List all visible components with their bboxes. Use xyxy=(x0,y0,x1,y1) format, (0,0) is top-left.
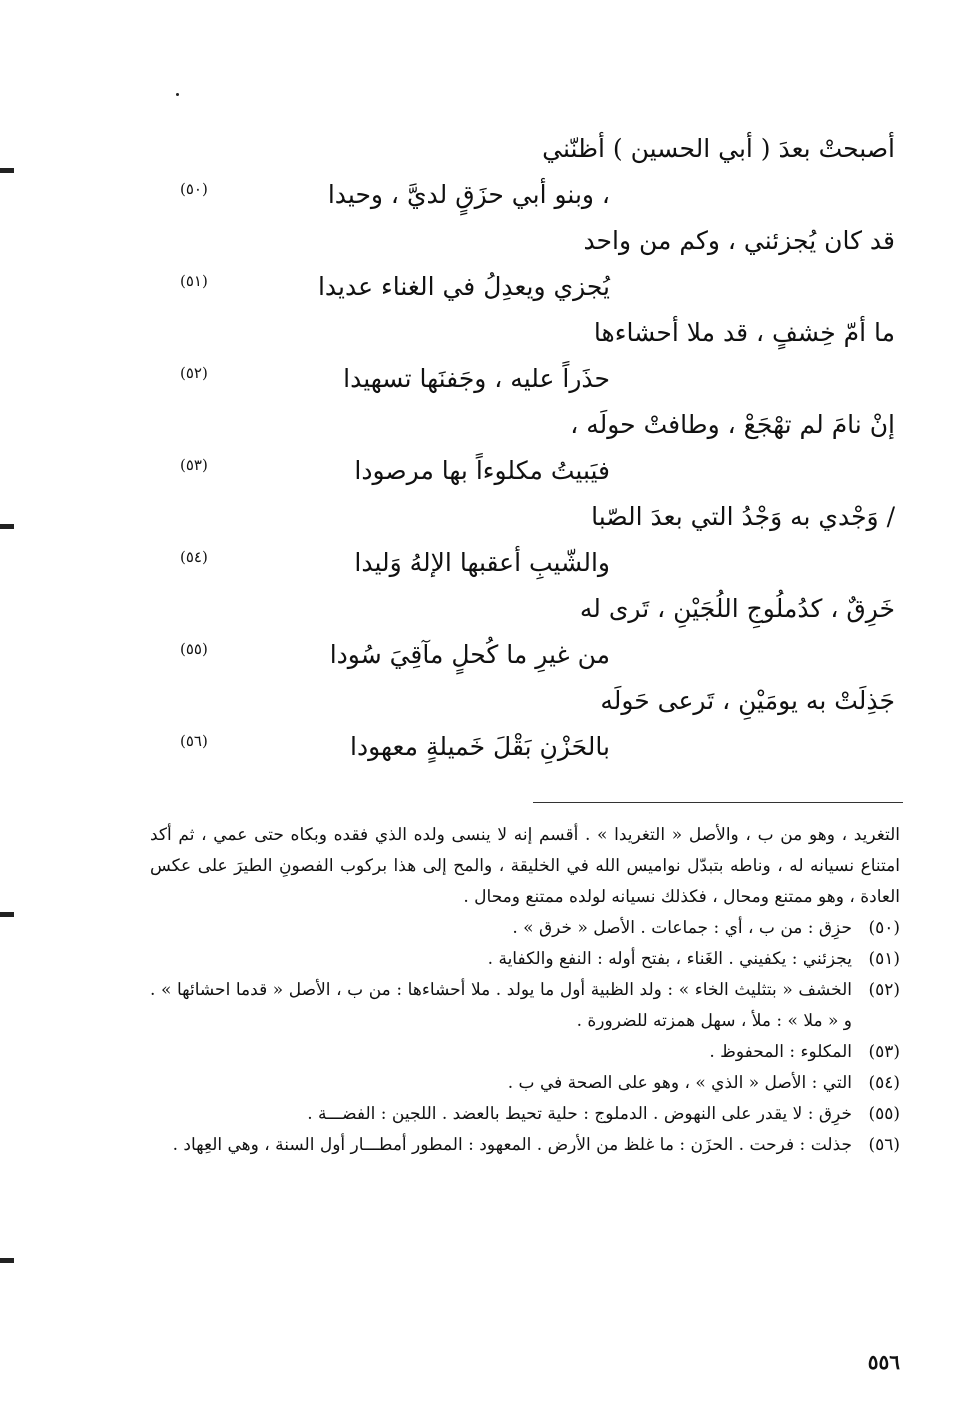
verse-line xyxy=(180,402,895,448)
verse-number: (٥٦) xyxy=(180,732,208,750)
verse-text: بالحَزْنِ بَقْلَ خَميلةٍ معهودا xyxy=(350,732,610,761)
verse-line xyxy=(180,172,895,218)
verse-text: جَذِلَتْ به يومَيْنِ ، تَرعى حَولَه xyxy=(600,686,895,715)
footnote xyxy=(150,1068,900,1099)
footnote xyxy=(150,944,900,975)
verse-text: حذَراً عليه ، وجَفنَها تسهيدا xyxy=(343,364,610,393)
footnote xyxy=(150,1037,900,1068)
verse-line xyxy=(180,126,895,172)
margin-mark xyxy=(0,168,14,173)
verse-line xyxy=(180,540,895,586)
verse-line xyxy=(180,586,895,632)
ink-speck xyxy=(176,93,179,96)
verse-line xyxy=(180,264,895,310)
verse-text: ، وبنو أبي حزَقٍ لديَّ ، وحيدا xyxy=(327,180,610,209)
margin-mark xyxy=(0,912,14,917)
footnote-number: (٥٠) xyxy=(868,918,900,938)
footnote-number: (٥١) xyxy=(868,949,900,969)
verse-number: (٥٣) xyxy=(180,456,208,474)
verse-line xyxy=(180,218,895,264)
footnote-text: التي : الأصل « الذي » ، وهو على الصحة في ب . xyxy=(507,1073,852,1093)
poem-block xyxy=(180,126,895,770)
verse-line xyxy=(180,448,895,494)
verse-text: خَرِقٌ ، كدُملُوجِ اللُجَيْنِ ، تَرى له xyxy=(579,594,895,623)
verse-text: يُجزي ويعدِلُ في الغناء عديدا xyxy=(317,272,610,301)
footnote-number: (٥٦) xyxy=(868,1135,900,1155)
verse-line xyxy=(180,678,895,724)
footnote-separator xyxy=(533,802,903,803)
verse-line xyxy=(180,310,895,356)
footnote-text: يجزئني : يكفيني . الغَناء ، بفتح أوله : النفع والكفاية . xyxy=(487,949,852,969)
verse-text: والشّيبِ أعقبها الإلهُ وَليدا xyxy=(354,548,610,577)
verse-text: أصبحتْ بعدَ ( أبي الحسين ) أظنّني xyxy=(542,134,895,163)
verse-text: فيَبيتُ مكلوءاً بها مرصودا xyxy=(354,456,610,485)
footnote-number: (٥٣) xyxy=(868,1042,900,1062)
footnote-number: (٥٤) xyxy=(868,1073,900,1093)
verse-text: ما أمّ خِشفٍ ، قد ملا أحشاءها xyxy=(593,318,895,347)
footnote xyxy=(150,1130,900,1161)
verse-line xyxy=(180,494,895,540)
footnote xyxy=(150,1099,900,1130)
verse-number: (٥٠) xyxy=(180,180,208,198)
verse-text: إنْ نامَ لم تهْجَعْ ، وطافتْ حولَه ، xyxy=(570,410,895,439)
verse-text: / وَجْدي به وَجْدُ التي بعدَ الصّبا xyxy=(591,502,895,531)
verse-text: من غيرِ ما كُحلٍ مآقِيَ سُودا xyxy=(329,640,610,669)
verse-number: (٥٢) xyxy=(180,364,208,382)
verse-number: (٥٥) xyxy=(180,640,208,658)
footnote xyxy=(150,975,900,1037)
verse-line xyxy=(180,632,895,678)
footnote-text: خرِق : لا يقدر على النهوض . الدملوج : حلية تحيط بالعضد . اللجين : الفضـــة . xyxy=(307,1104,852,1124)
verse-line xyxy=(180,356,895,402)
footnote-number: (٥٥) xyxy=(868,1104,900,1124)
verse-number: (٥١) xyxy=(180,272,208,290)
verse-number: (٥٤) xyxy=(180,548,208,566)
page-number: ٥٥٦ xyxy=(867,1350,900,1374)
footnote xyxy=(150,913,900,944)
verse-text: قد كان يُجزئني ، وكم من واحد xyxy=(583,226,895,255)
footnote-text: المكلوء : المحفوظ . xyxy=(709,1042,852,1062)
verse-line xyxy=(180,724,895,770)
footnotes xyxy=(150,820,900,1161)
footnote-text: حزِق : من ب ، أي : جماعات . الأصل « خرق » . xyxy=(512,918,852,938)
footnote-text: جذلت : فرحت . الحزَن : ما غلظ من الأرض . المعهود : المطور أمطـــار أول السنة ، وهي العِهاد . xyxy=(172,1135,852,1155)
footnote-text: الخشف « بتثليث الخاء » : ولد الظبية أول ما يولد . ملا أحشاءها : من ب ، الأصل « قدما احشائها » . و « ملا » : ملأ ، سهل همزته للضرورة . xyxy=(150,980,852,1031)
margin-mark xyxy=(0,1258,14,1263)
margin-mark xyxy=(0,524,14,529)
footnote-number: (٥٢) xyxy=(868,980,900,1000)
footnote-continuation: التغريد ، وهو من ب ، والأصل « التغريدا » . أقسم إنه لا ينسى ولده الذي فقده وبكاه حتى عمي ، ثم أكد امتناع نسيانه له ، وناطه بتبدّل نواميس الله في الخليقة ، والمح إلى هذا بركوب الفصونِ الطيرَ على عكس العادة ، وهو ممتنع ومحال ، فكذلك نسيانه لولده ممتنع ومحال . xyxy=(150,825,900,907)
